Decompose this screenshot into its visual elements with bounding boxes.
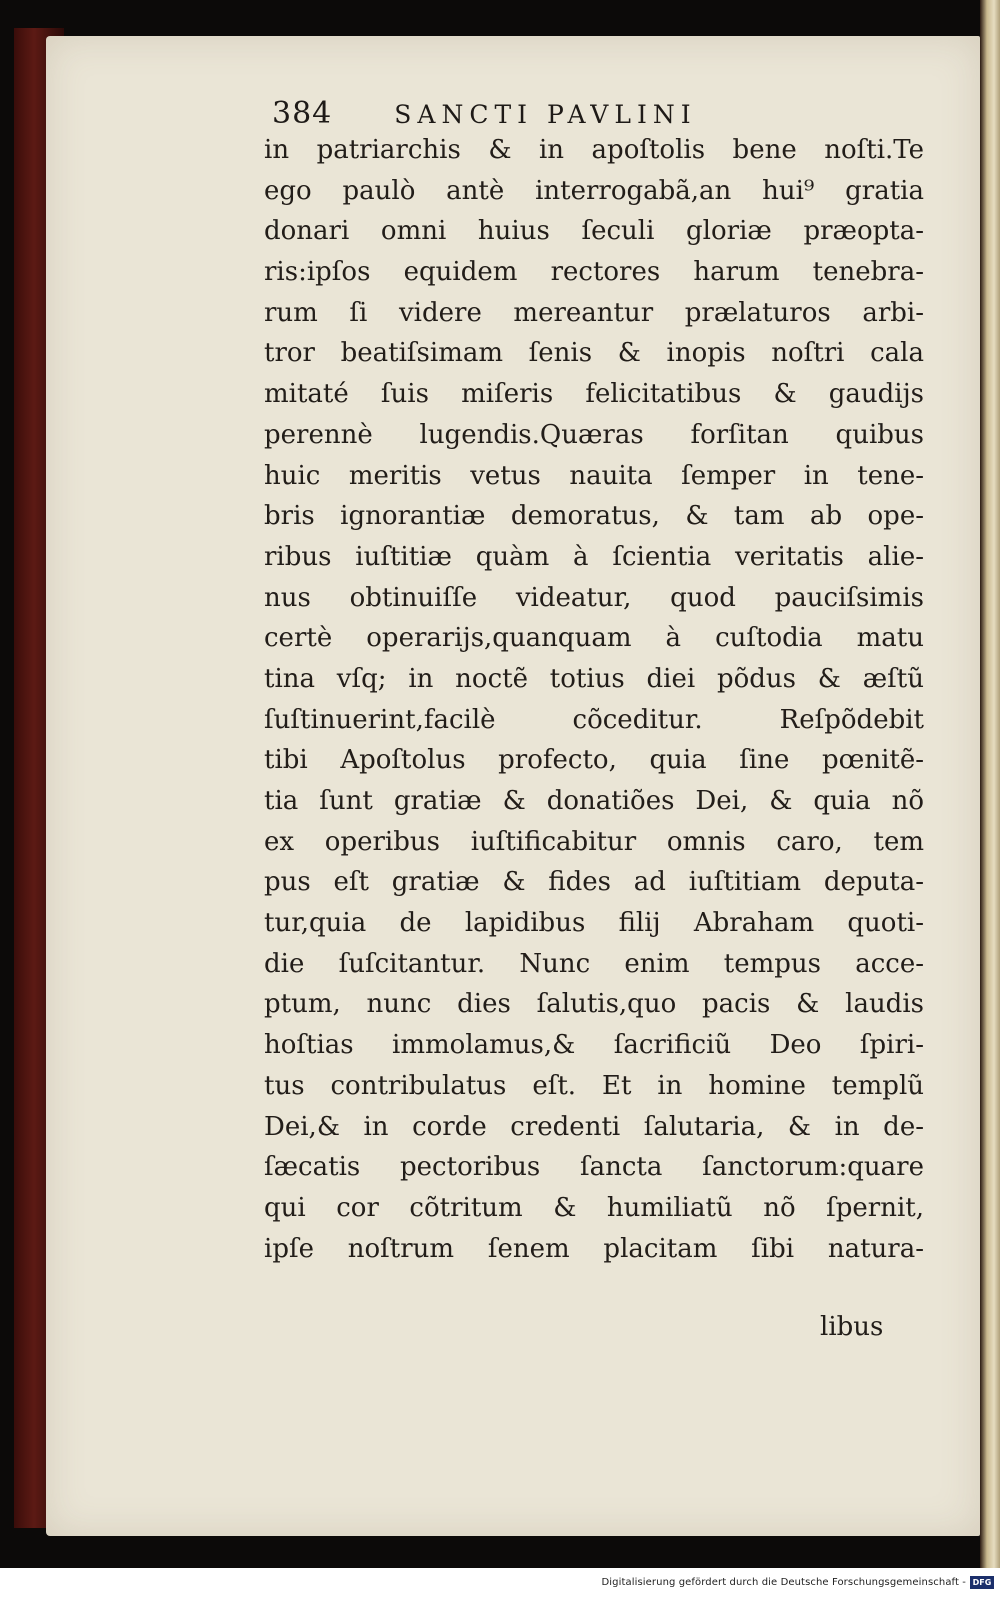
page-number: 384 (272, 96, 333, 131)
text-line: tur,quia de lapidibus filij Abraham quoti- (264, 908, 924, 939)
text-line: huic meritis vetus nauita ſemper in tene- (264, 460, 924, 491)
text-line: die ſuſcitantur. Nunc enim tempus acce- (264, 948, 924, 979)
text-line: ribus iuſtitiæ quàm à ſcientia veritatis alie- (264, 541, 924, 572)
text-line: certè operarijs,quanquam à cuſtodia matu (264, 623, 924, 654)
dfg-logo: DFG (970, 1576, 994, 1589)
text-line: hoſtias immolamus,& ſacrificiũ Deo ſpiri- (264, 1030, 924, 1061)
text-line: qui cor cõtritum & humiliatũ nõ ſpernit, (264, 1192, 924, 1223)
text-line: ſuſtinuerint,facilè cõceditur. Reſpõdebit (264, 704, 924, 735)
text-line: ris:ipſos equidem rectores harum tenebra- (264, 257, 924, 288)
text-line: perennè lugendis.Quæras forſitan quibus (264, 419, 924, 450)
text-line: ex operibus iuſtificabitur omnis caro, tem (264, 826, 924, 857)
text-line: tia ſunt gratiæ & donatiões Dei, & quia nõ (264, 786, 924, 816)
text-line: mitaté ſuis miſeris felicitatibus & gaudijs (264, 379, 924, 410)
text-line: pus eſt gratiæ & fides ad iuſtitiam deputa- (264, 867, 924, 898)
page-stack-edge (980, 0, 1000, 1568)
funding-credit: Digitalisierung gefördert durch die Deutsche Forschungsgemeinschaft - (601, 1577, 966, 1588)
body-text (264, 130, 924, 1269)
text-line: Dei,& in corde credenti ſalutaria, & in de- (264, 1111, 924, 1142)
text-line: in patriarchis & in apoſtolis bene noſti.Te (264, 135, 924, 165)
text-line: tror beatiſsimam ſenis & inopis noſtri cala (264, 338, 924, 369)
text-line: ptum, nunc dies ſalutis,quo pacis & laudis (264, 989, 924, 1020)
text-line: tus contribulatus eſt. Et in homine templũ (264, 1070, 924, 1101)
text-line: nus obtinuiſſe videatur, quod pauciſsimis (264, 582, 924, 613)
text-line: ego paulò antè interrogabã,an hui⁹ gratia (264, 175, 924, 206)
footer-bar (0, 1568, 1000, 1598)
catchword: libus (820, 1312, 884, 1342)
text-line: tibi Apoſtolus profecto, quia ſine pœnitẽ- (264, 745, 924, 776)
text-line: bris ignorantiæ demoratus, & tam ab ope- (264, 501, 924, 532)
text-line: ipſe noſtrum ſenem placitam ſibi natura- (264, 1233, 924, 1264)
text-line: rum ſi videre mereantur prælaturos arbi- (264, 297, 924, 328)
running-title: SANCTI PAVLINI (394, 100, 697, 129)
page-header (272, 96, 832, 131)
text-line: donari omni huius ſeculi gloriæ præopta- (264, 216, 924, 247)
text-line: ſæcatis pectoribus ſancta ſanctorum:quare (264, 1152, 924, 1183)
text-line: tina vſq; in noctẽ totius diei põdus & æſtũ (264, 663, 924, 694)
